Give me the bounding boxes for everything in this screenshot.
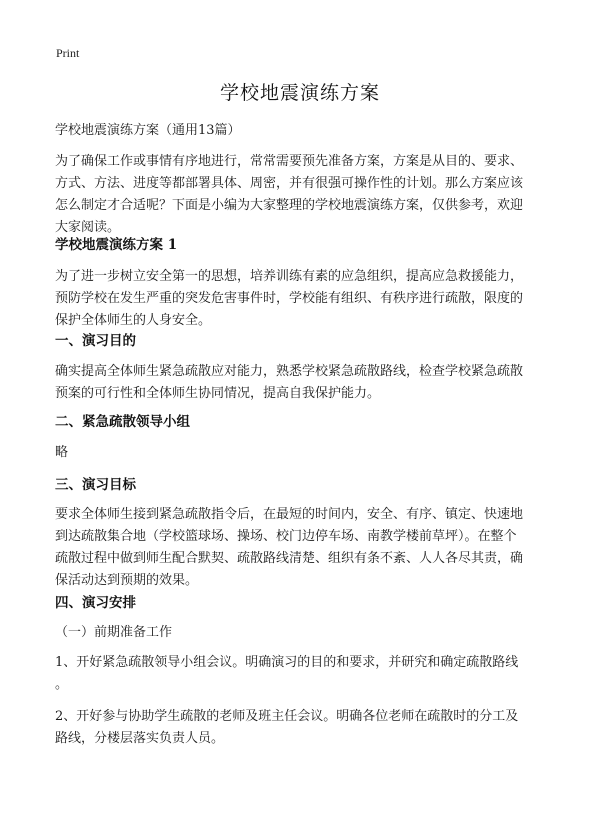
section1-paragraph: [55, 266, 555, 332]
heading-purpose: [55, 330, 555, 352]
section-heading-plan-1: [55, 234, 555, 256]
intro-line: 怎么制定才合适呢？下面是小编为大家整理的学校地震演练方案，仅供参考，欢迎: [55, 198, 524, 213]
subtitle-text: 学校地震演练方案（通用13篇）: [55, 123, 241, 138]
item-2-line: 2、开好参与协助学生疏散的老师及班主任会议。明确各位老师在疏散时的分工及: [55, 709, 519, 724]
subheading-preparation-text: （一）前期准备工作: [55, 625, 173, 640]
section1-line: 为了进一步树立安全第一的思想，培养训练有素的应急组织，提高应急救援能力，: [55, 269, 524, 284]
item-1: [55, 652, 555, 696]
document-subtitle: [55, 120, 555, 142]
leaders-paragraph: [55, 442, 555, 464]
item-1-line: 1、开好紧急疏散领导小组会议。明确演习的目的和要求，并研究和确定疏散路线: [55, 655, 519, 670]
goal-line: 保活动达到预期的效果。: [55, 573, 199, 588]
intro-paragraph: [55, 151, 555, 239]
heading-purpose-text: 一、演习目的: [55, 333, 136, 349]
item-2: [55, 706, 555, 750]
intro-line: 大家阅读。: [55, 220, 121, 235]
purpose-paragraph: [55, 361, 555, 405]
goal-line: 到达疏散集合地（学校篮球场、操场、校门边停车场、南教学楼前草坪）。在整个: [55, 529, 517, 544]
document-title: 学校地震演练方案: [219, 82, 380, 104]
purpose-line: 确实提高全体师生紧急疏散应对能力，熟悉学校紧急疏散路线，检查学校紧急疏散: [55, 364, 524, 379]
print-link[interactable]: Print: [56, 46, 80, 60]
subheading-preparation: [55, 622, 555, 644]
heading-leaders: [55, 411, 555, 433]
section-heading-text: 学校地震演练方案 1: [55, 237, 178, 253]
heading-arrangement: [55, 592, 555, 614]
goal-paragraph: [55, 504, 555, 592]
leaders-text: 略: [55, 445, 69, 460]
heading-arrangement-text: 四、演习安排: [55, 595, 136, 611]
goal-line: 疏散过程中做到师生配合默契、疏散路线清楚、组织有条不紊、人人各尽其责，确: [55, 551, 524, 566]
item-1-line: 。: [55, 677, 69, 692]
intro-line: 为了确保工作或事情有序地进行，常常需要预先准备方案，方案是从目的、要求、: [55, 154, 524, 169]
heading-goal-text: 三、演习目标: [55, 477, 136, 493]
section1-line: 保护全体师生的人身安全。: [55, 313, 212, 328]
item-2-line: 路线，分楼层落实负责人员。: [55, 731, 225, 746]
intro-line: 方式、方法、进度等都部署具体、周密，并有很强可操作性的计划。那么方案应该: [55, 176, 524, 191]
heading-goal: [55, 474, 555, 496]
goal-line: 要求全体师生接到紧急疏散指令后，在最短的时间内，安全、有序、镇定、快速地: [55, 507, 524, 522]
heading-leaders-text: 二、紧急疏散领导小组: [55, 414, 190, 430]
purpose-line: 预案的可行性和全体师生协同情况，提高自我保护能力。: [55, 386, 381, 401]
section1-line: 预防学校在发生严重的突发危害事件时，学校能有组织、有秩序进行疏散，限度的: [55, 291, 524, 306]
